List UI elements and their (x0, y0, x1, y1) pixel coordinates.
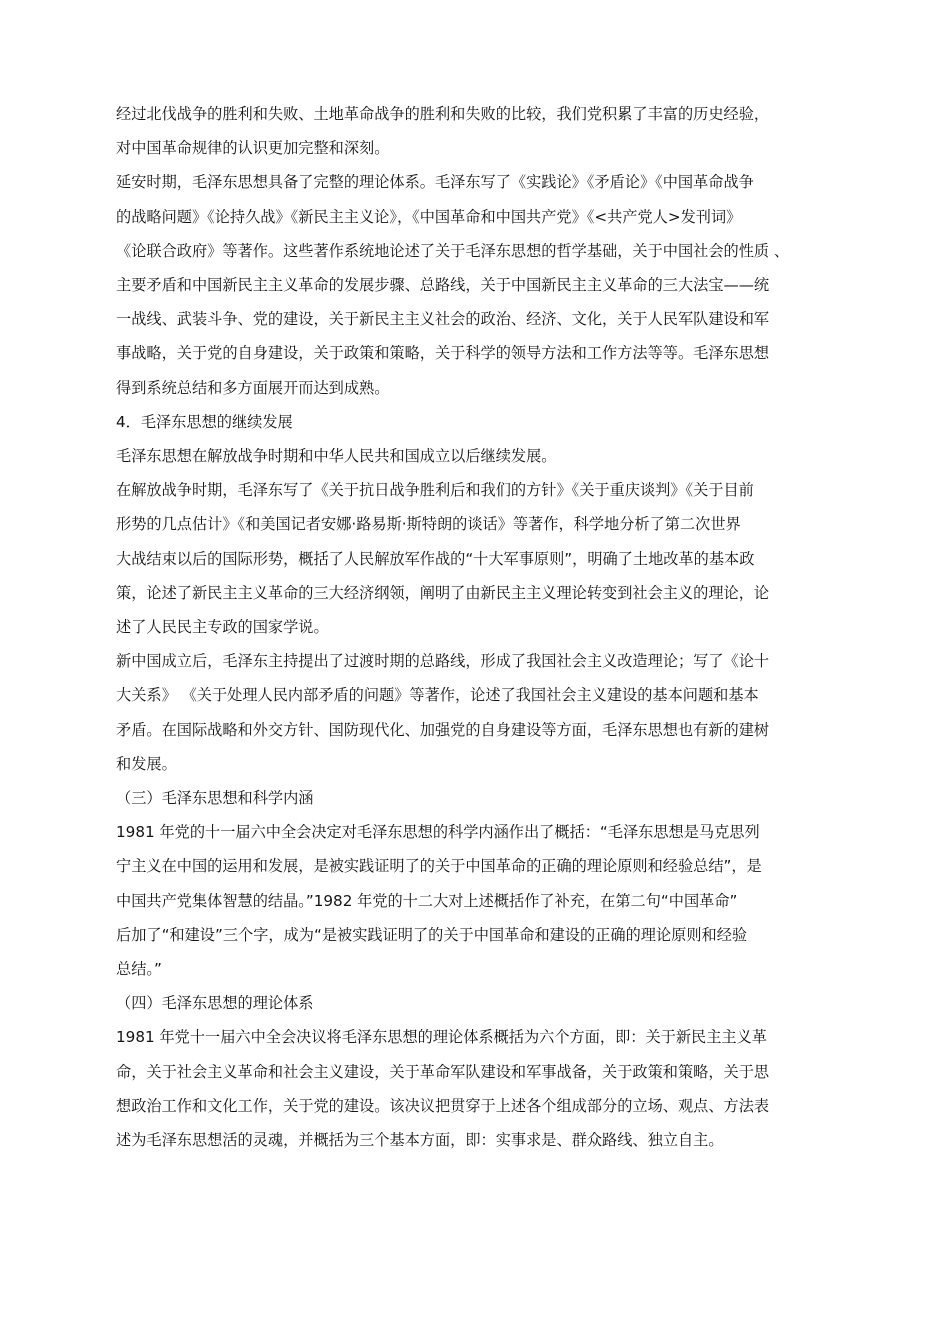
text-line: 1981 年党十一届六中全会决议将毛泽东思想的理论体系概括为六个方面，即：关于新民主主义革 (116, 1028, 767, 1047)
text-line: 后加了“和建设”三个字，成为“是被实践证明了的关于中国革命和建设的正确的理论原则和经验 (116, 925, 748, 944)
section-heading-3 (116, 781, 838, 815)
paragraph-continue (116, 439, 838, 473)
text-line: 总结。” (116, 960, 162, 979)
text-line: 中国共产党集体智慧的结晶。”1982 年党的十二大对上述概括作了补充，在第二句“中国革命” (116, 891, 738, 910)
text-line: 的战略问题》《论持久战》《新民主主义论》，《中国革命和中国共产党》《<共产党人>发刊词》 (116, 207, 742, 226)
paragraph-connotation (116, 815, 838, 986)
text-line: 形势的几点估计》《和美国记者安娜·路易斯·斯特朗的谈话》等著作，科学地分析了第二次世界 (116, 515, 741, 534)
text-line: 大关系》 《关于处理人民内部矛盾的问题》等著作，论述了我国社会主义建设的基本问题和基本 (116, 686, 759, 705)
paragraph-intro (116, 97, 838, 165)
text-line: 《论联合政府》等著作。这些著作系统地论述了关于毛泽东思想的哲学基础，关于中国社会的性质 、 (116, 241, 790, 260)
heading-text: 4．毛泽东思想的继续发展 (116, 412, 293, 431)
heading-text: （三）毛泽东思想和科学内涵 (116, 789, 314, 808)
text-line: 主要矛盾和中国新民主主义革命的发展步骤、总路线，关于中国新民主主义革命的三大法宝——统 (116, 276, 770, 295)
heading-text: （四）毛泽东思想的理论体系 (116, 994, 314, 1013)
text-line: 述了人民民主专政的国家学说。 (116, 618, 329, 637)
text-line: 一战线、武装斗争、党的建设，关于新民主主义社会的政治、经济、文化，关于人民军队建设和军 (116, 310, 770, 329)
text-line: 述为毛泽东思想活的灵魂，并概括为三个基本方面，即：实事求是、群众路线、独立自主。 (116, 1131, 724, 1150)
text-line: 得到系统总结和多方面展开而达到成熟。 (116, 378, 390, 397)
text-line: 延安时期，毛泽东思想具备了完整的理论体系。毛泽东写了《实践论》《矛盾论》《中国革命战争 (116, 173, 754, 192)
text-line: 在解放战争时期，毛泽东写了《关于抗日战争胜利后和我们的方针》《关于重庆谈判》《关于目前 (116, 481, 754, 500)
text-line: 大战结束以后的国际形势，概括了人民解放军作战的“十大军事原则”，明确了土地改革的基本政 (116, 549, 755, 568)
section-heading-4b (116, 986, 838, 1020)
text-line: 新中国成立后，毛泽东主持提出了过渡时期的总路线，形成了我国社会主义改造理论；写了《论十 (116, 652, 770, 671)
text-line: 策，论述了新民主主义革命的三大经济纲领，阐明了由新民主主义理论转变到社会主义的理论，论 (116, 583, 770, 602)
text-line: 对中国革命规律的认识更加完整和深刻。 (116, 139, 390, 158)
paragraph-liberation (116, 473, 838, 644)
text-line: 毛泽东思想在解放战争时期和中华人民共和国成立以后继续发展。 (116, 447, 557, 466)
text-line: 命，关于社会主义革命和社会主义建设，关于革命军队建设和军事战备，关于政策和策略，关于思 (116, 1062, 770, 1081)
document-body (116, 97, 838, 1157)
paragraph-system (116, 1020, 838, 1157)
text-line: 经过北伐战争的胜利和失败、土地革命战争的胜利和失败的比较，我们党积累了丰富的历史经验， (116, 105, 770, 123)
section-heading-4 (116, 405, 838, 439)
text-line: 和发展。 (116, 754, 177, 773)
text-line: 宁主义在中国的运用和发展，是被实践证明了的关于中国革命的正确的理论原则和经验总结”，是 (116, 857, 762, 876)
text-line: 1981 年党的十一届六中全会决定对毛泽东思想的科学内涵作出了概括：“毛泽东思想是马克思列 (116, 823, 760, 842)
paragraph-new-china (116, 644, 838, 781)
text-line: 矛盾。在国际战略和外交方针、国防现代化、加强党的自身建设等方面，毛泽东思想也有新的建树 (116, 720, 770, 739)
paragraph-yanan (116, 165, 838, 404)
text-line: 事战略，关于党的自身建设，关于政策和策略，关于科学的领导方法和工作方法等等。毛泽东思想 (116, 344, 770, 363)
text-line: 想政治工作和文化工作，关于党的建设。该决议把贯穿于上述各个组成部分的立场、观点、方法表 (116, 1096, 770, 1115)
